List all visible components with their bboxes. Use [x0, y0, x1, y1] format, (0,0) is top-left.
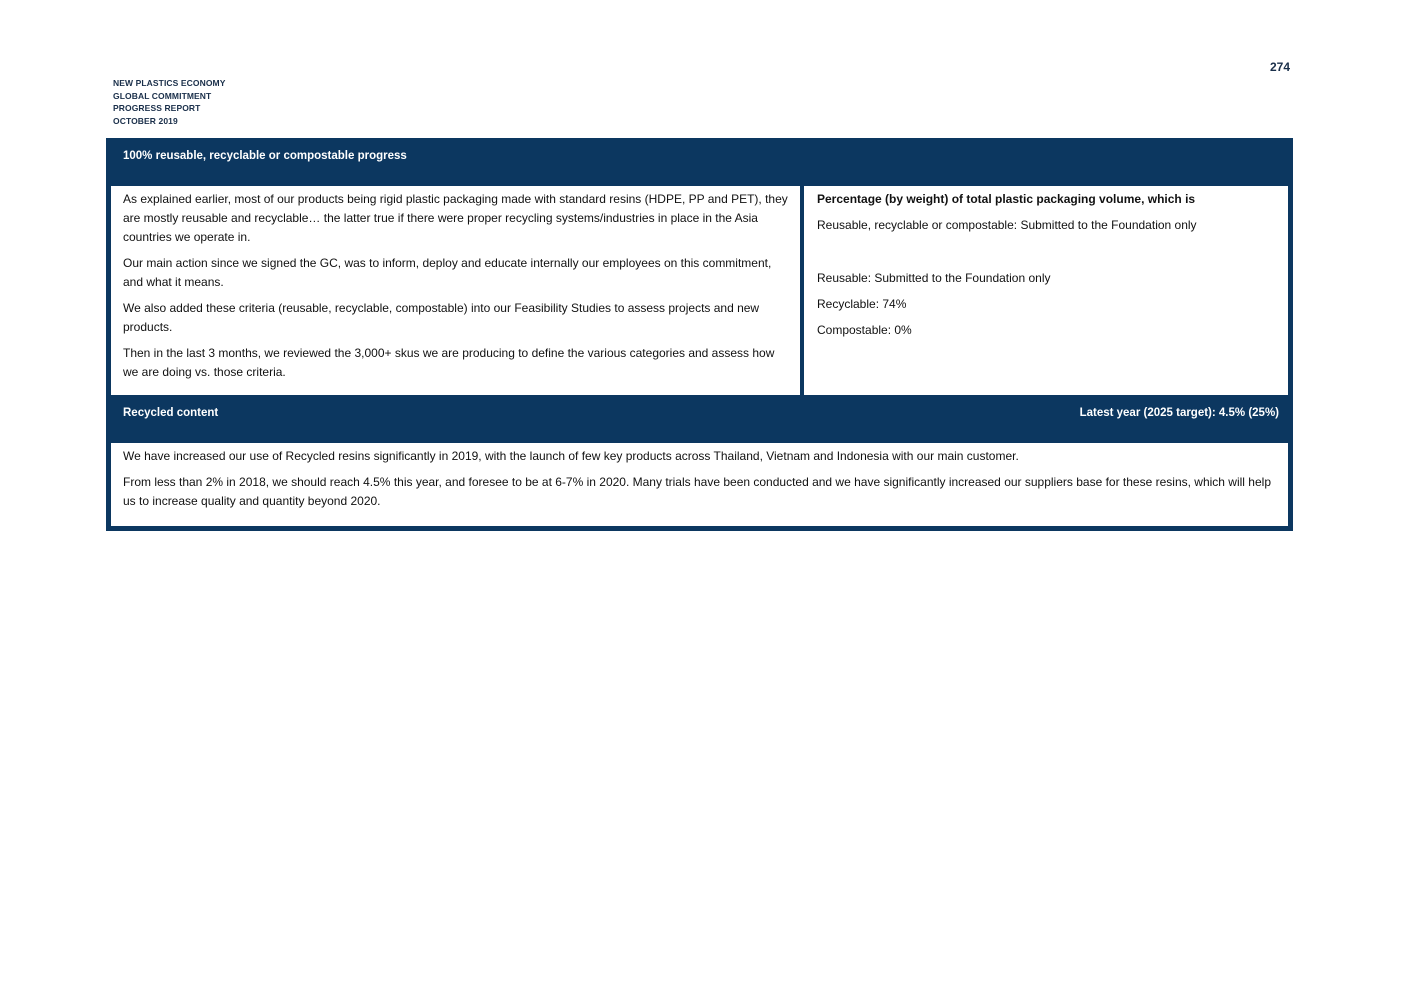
metrics-heading: Percentage (by weight) of total plastic packaging volume, which is	[817, 192, 1196, 206]
section1-paragraph-3: We also added these criteria (reusable, recyclable, compostable) into our Feasibility Studies to assess projects and new products.	[123, 301, 760, 334]
section1-title: 100% reusable, recyclable or compostable progress	[123, 150, 407, 162]
header-line-4: OCTOBER 2019	[113, 115, 178, 126]
metric-compostable: Compostable: 0%	[817, 323, 912, 337]
header-line-1: NEW PLASTICS ECONOMY	[113, 78, 226, 88]
metric-reusable: Reusable: Submitted to the Foundation only	[817, 271, 1051, 285]
section1-description	[111, 186, 800, 395]
header-line-2: GLOBAL COMMITMENT	[113, 90, 212, 101]
header-line-3: PROGRESS REPORT	[113, 103, 201, 113]
section1-paragraph-2: Our main action since we signed the GC, was to inform, deploy and educate internally our employees on this commitment, and what it means.	[123, 256, 772, 289]
section1-metrics	[804, 186, 1288, 395]
metric-recyclable: Recyclable: 74%	[817, 297, 907, 311]
metric-combined: Reusable, recyclable or compostable: Submitted to the Foundation only	[817, 218, 1197, 232]
section2-title: Recycled content	[123, 407, 219, 419]
section2-description	[111, 443, 1288, 526]
section2-latest-target: Latest year (2025 target): 4.5% (25%)	[1079, 407, 1279, 419]
page-number: 274	[1269, 60, 1290, 74]
section1-paragraph-4: Then in the last 3 months, we reviewed the 3,000+ skus we are producing to define the various categories and assess how we are doing vs. those criteria.	[123, 346, 775, 379]
section2-paragraph-2: From less than 2% in 2018, we should reach 4.5% this year, and foresee to be at 6-7% in 2020. Many trials have been conducted and we have significantly increased our suppliers base for these resins, which will help us to increase quality and quantity beyond 2020.	[123, 475, 1271, 508]
section1-paragraph-1: As explained earlier, most of our products being rigid plastic packaging made with standard resins (HDPE, PP and PET), they are mostly reusable and recyclable… the latter true if there were proper recycling systems/industries in place in the Asia countries we operate in.	[123, 192, 788, 244]
section2-paragraph-1: We have increased our use of Recycled resins significantly in 2019, with the launch of few key products across Thailand, Vietnam and Indonesia with our main customer.	[123, 449, 1019, 463]
report-header	[113, 77, 226, 127]
